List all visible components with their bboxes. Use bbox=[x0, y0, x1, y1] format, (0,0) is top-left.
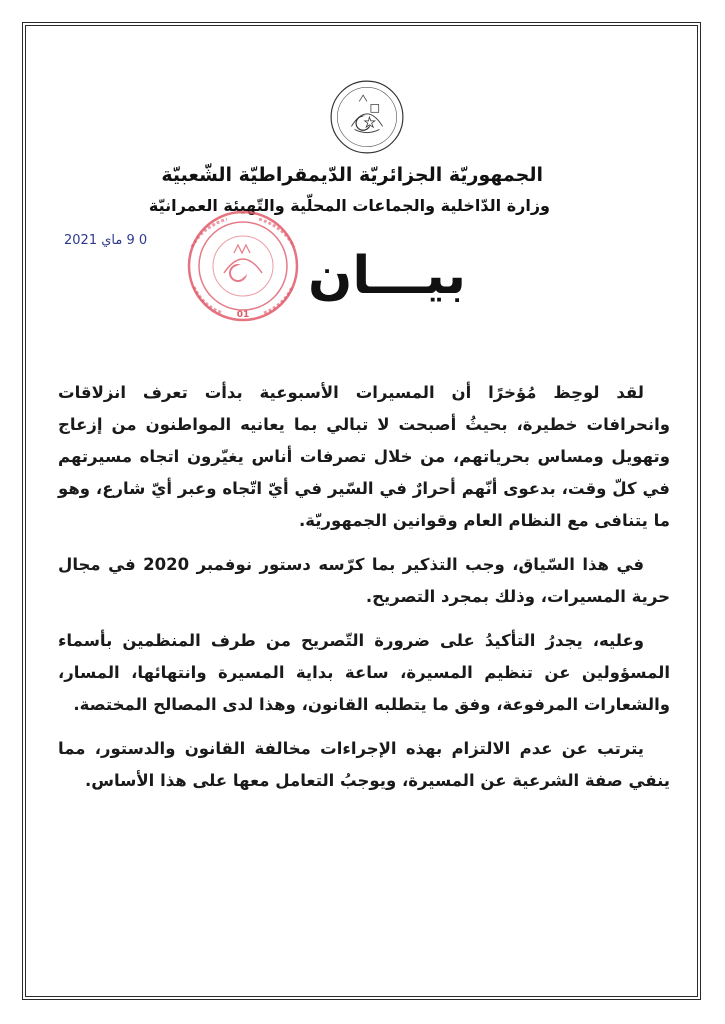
paragraph: وعليه، يجدرُ التأكيدُ على ضرورة التّصريح من طرف المنظمين بأسماء المسؤولين عن تنظيم المسيرة، ساعة بداية المسيرة وانتهائها، المسار، والشعارات المرفوعة، وفق ما يتطلبه القانون، وهذا لدى المصالح المختصة. bbox=[58, 631, 670, 714]
statement-body bbox=[58, 377, 670, 809]
stamp-number: 01 bbox=[236, 310, 250, 320]
paragraph: يترتب عن عدم الالتزام بهذه الإجراءات مخالفة القانون والدستور، مما ينفي صفة الشرعية عن المسيرة، ويوجبُ التعامل معها على هذا الأساس. bbox=[58, 739, 670, 790]
national-emblem-icon bbox=[328, 78, 406, 156]
issue-date: 0 9 ماي 2021 bbox=[64, 233, 148, 248]
page-title: بيـــان bbox=[308, 246, 466, 306]
ministry-heading: وزارة الدّاخلية والجماعات المحلّية والتّهيئة العمرانيّة bbox=[148, 196, 550, 215]
official-stamp bbox=[172, 207, 314, 325]
paragraph: لقد لوحِظ مُؤخرًا أن المسيرات الأسبوعية بدأت تعرف انزلاقات وانحرافات خطيرة، بحيثُ أصبحت لا تبالي بما يعانيه المواطنون من إزعاج وتهويل ومساس بحرياتهم، من خلال تصرفات أناس يغيّرون اتجاه مسيرتهم في كلّ وقت، بدعوى أنّهم أحرارٌ في السّير في أيّ اتّجاه وعبر أيّ شارع، وهو ما يتنافى مع النظام العام وقوانين الجمهوريّة. bbox=[58, 383, 670, 530]
republic-heading: الجمهوريّة الجزائريّة الدّيمقراطيّة الشّعبيّة bbox=[161, 164, 543, 186]
paragraph: في هذا السّياق، وجب التذكير بما كرّسه دستور نوفمبر 2020 في مجال حرية المسيرات، وذلك بمجرد التصريح. bbox=[58, 555, 670, 606]
